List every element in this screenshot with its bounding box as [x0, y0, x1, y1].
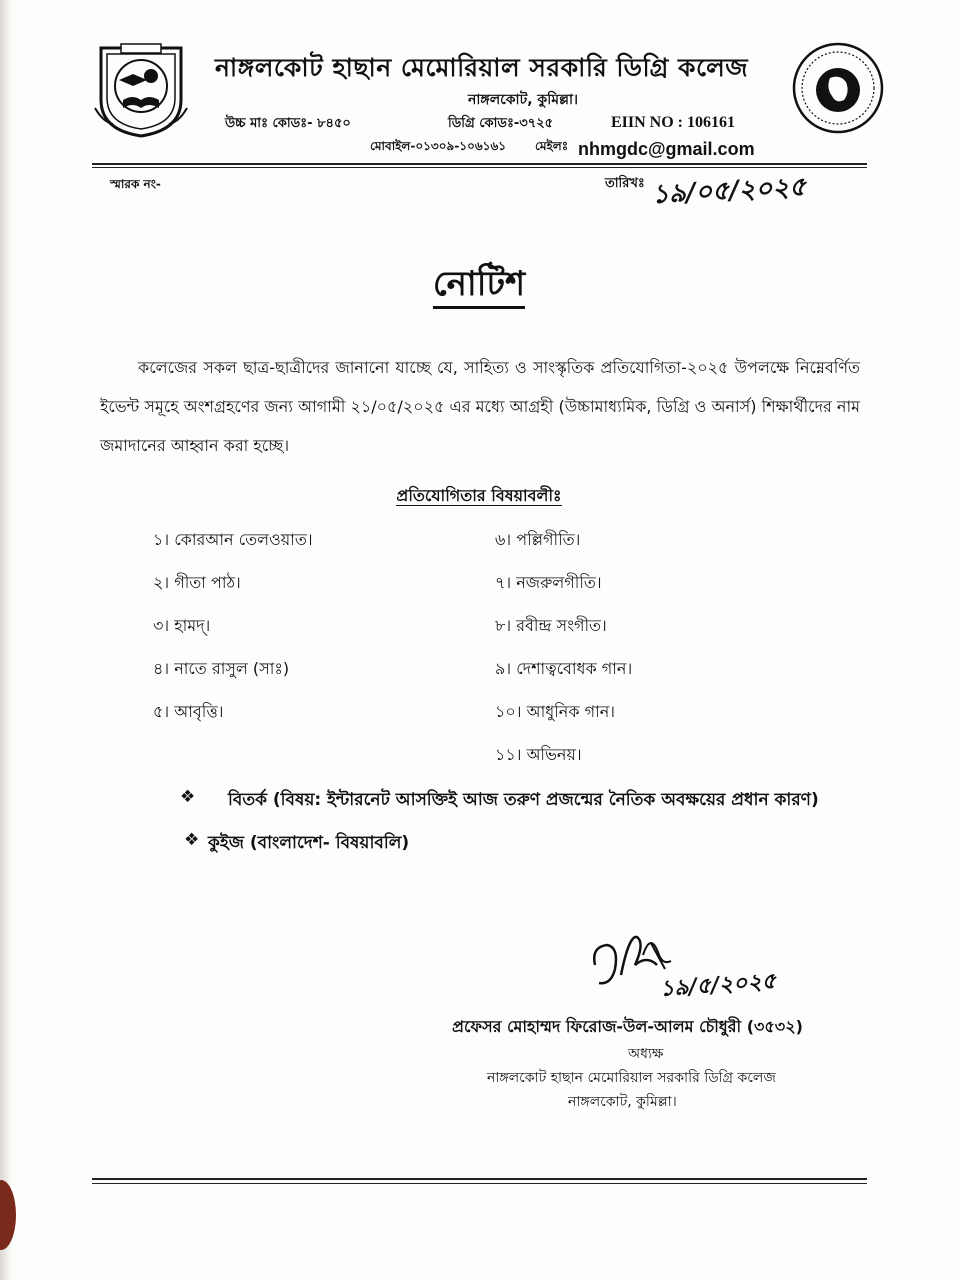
list-item: ২। গীতা পাঠ।: [153, 573, 241, 592]
list-item: ৯। দেশাত্ববোধক গান।: [495, 659, 633, 678]
list-item: ৩। হামদ্।: [153, 616, 211, 635]
college-address: নাঙ্গলকোট, কুমিল্লা।: [468, 92, 579, 108]
footer-divider: [92, 1178, 867, 1180]
list-item: ৪। নাতে রাসুল (সাঃ): [153, 659, 290, 678]
page-edge-shadow: [0, 0, 12, 1280]
signatory-name: প্রফেসর মোহাম্মদ ফিরোজ-উল-আলম চৌধুরী (৩৫৩২): [452, 1017, 803, 1036]
edge-stain: [0, 1180, 16, 1250]
handwritten-date: ১৯/০৫/২০২৫: [651, 171, 807, 211]
college-name-heading: নাঙ্গলকোট হাছান মেমোরিয়াল সরকারি ডিগ্রি কলেজ: [215, 53, 749, 82]
list-item: ৫। আবৃত্তি।: [153, 702, 224, 721]
bullet-symbol: ❖: [184, 830, 200, 850]
subjects-heading-text: প্রতিযোগিতার বিষয়াবলীঃ: [396, 486, 562, 505]
signatory-college: নাঙ্গলকোট হাছান মেমোরিয়াল সরকারি ডিগ্রি কলেজ: [487, 1070, 776, 1086]
list-item: ১১। অভিনয়।: [495, 745, 582, 764]
notice-body-text: কলেজের সকল ছাত্র-ছাত্রীদের জানানো যাচ্ছে যে, সাহিত্য ও সাংস্কৃতিক প্রতিযোগিতা-২০২৫ উপলক্ষে নিম্নেবর্ণিত ইভেন্ট সমূহে অংশগ্রহণের জন্য আগামী ২১/০৫/২০২৫ এর মধ্যে আগ্রহী (উচ্চামাধ্যমিক, ডিগ্রি ও অনার্স) শিক্ষার্থীদের নাম জমাদানের আহ্বান করা হচ্ছে।: [100, 358, 860, 455]
degree-code: ডিগ্রি কোডঃ-৩৭২৫: [448, 116, 554, 131]
list-item: ১০। আধুনিক গান।: [495, 702, 616, 721]
eiin-number: EIIN NO : 106161: [611, 114, 736, 131]
list-item: ৬। পল্লিগীতি।: [495, 530, 581, 549]
government-seal-icon: [790, 40, 886, 136]
mobile-number: মোবাইল-০১৩০৯-১০৬১৬১: [370, 139, 507, 153]
notice-body: [100, 348, 860, 465]
notice-title: [0, 258, 958, 315]
list-item: ৭। নজরুলগীতি।: [495, 573, 602, 592]
list-item: ১। কোরআন তেলওয়াত।: [153, 530, 313, 549]
hsc-code: উচ্চ মাঃ কোডঃ- ৮৪৫০: [225, 116, 351, 131]
list-item: ৮। রবীন্দ্র সংগীত।: [495, 616, 607, 635]
email-address[interactable]: nhmgdc@gmail.com: [578, 139, 755, 159]
email-label: মেইলঃ: [535, 139, 569, 153]
memo-number-label: স্মারক নং-: [110, 177, 161, 191]
signatory-place: নাঙ্গলকোট, কুমিল্লা।: [568, 1094, 677, 1110]
subjects-heading: [0, 483, 958, 510]
signature-date: ১৯/৫/২০২৫: [659, 967, 777, 1003]
college-logo-icon: [93, 38, 189, 138]
date-label: তারিখঃ: [605, 176, 645, 191]
footer-divider-thin: [92, 1183, 867, 1184]
debate-item: বিতর্ক (বিষয়: ইন্টারনেট আসক্তিই আজ তরুণ প্রজন্মের নৈতিক অবক্ষয়ের প্রধান কারণ): [228, 790, 819, 810]
bullet-symbol: ❖: [180, 787, 196, 807]
notice-title-text: নোটিশ: [433, 264, 525, 309]
header-divider: [92, 163, 867, 165]
signatory-designation: অধ্যক্ষ: [628, 1046, 664, 1062]
quiz-item: কুইজ (বাংলাদেশ- বিষয়াবলি): [208, 833, 410, 853]
